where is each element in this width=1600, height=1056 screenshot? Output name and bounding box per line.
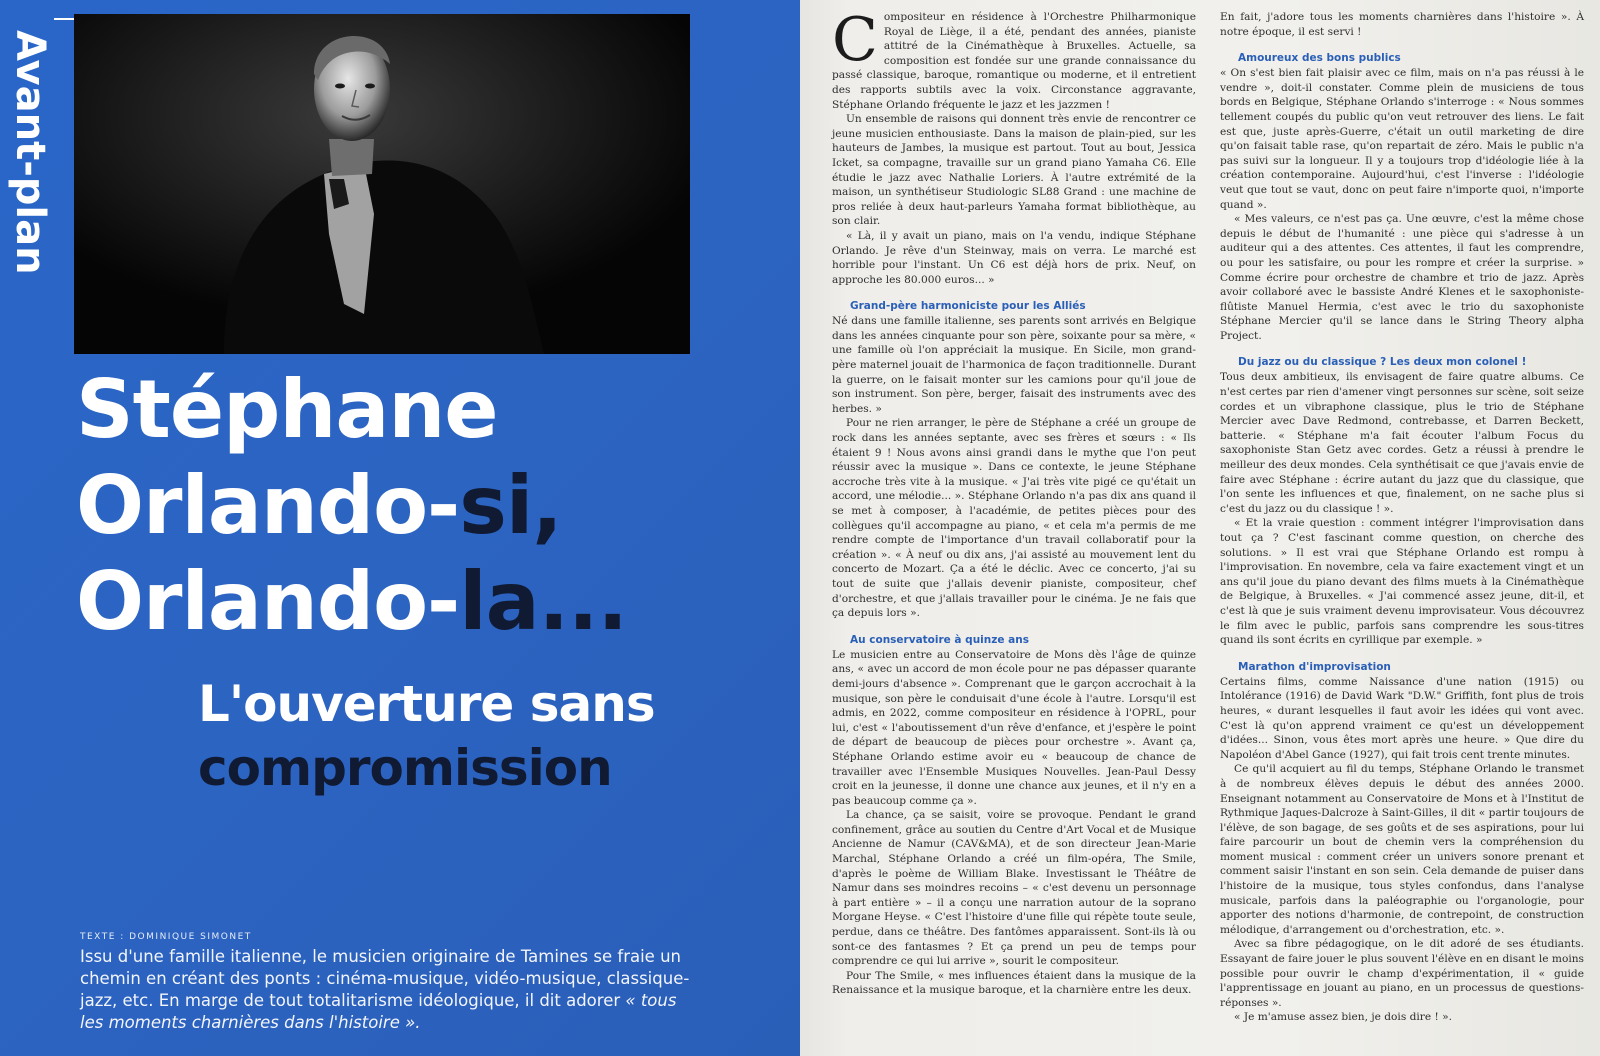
section-heading: Du jazz ou du classique ? Les deux mon colonel ! xyxy=(1238,356,1527,369)
section-tag-rule xyxy=(54,18,74,20)
article-column-1 xyxy=(832,5,1196,998)
paragraph: « Et la vraie question : comment intégrer l'improvisation dans tout ça ? C'est fascinant comme question, on cherche des solutions. » Il est vrai que Stéphane Orlando est rompu à l'improvisation. En novembre, cela va faire exactement vingt et un ans qu'il joue du piano devant des films muets à la Cinémathèque de Belgique, à Bruxelles. « J'ai commencé assez jeune, dit-il, et c'est là que je suis vraiment devenu improvisateur. Vous découvrez le film avec le public, parfois sans comprendre les sous-titres quand ils sont écrits en cyrillique par exemple. » xyxy=(1220,517,1584,647)
lede-text: Issu d'une famille italienne, le musicien originaire de Tamines se fraie un chemin en créant des ponts : cinéma-musique, vidéo-musique, classique-jazz, etc. En marge de tout totalitarisme idéologique, il dit adorer xyxy=(80,947,690,1010)
section-tag xyxy=(4,30,52,320)
byline: TEXTE : DOMINIQUE SIMONET xyxy=(80,932,252,942)
headline-line-3 xyxy=(76,554,756,650)
paragraph: Pour The Smile, « mes influences étaient dans la musique de la Renaissance et la musique baroque, et la charnière entre les deux. xyxy=(832,969,1196,997)
headline xyxy=(76,362,756,650)
right-page xyxy=(800,0,1600,1056)
paragraph: « Mes valeurs, ce n'est pas ça. Une œuvre, c'est la même chose depuis le début de l'humanité : une pièce qui s'adresse à un auditeur qui a des attentes. Ces attentes, il faut les comprendre, ou pour les satisfaire, ou pour les rompre et créer la surprise. » Comme écrire pour orchestre de chambre et trio de jazz. Après avoir collaboré avec le bassiste André Klenes et le saxophoniste-flûtiste Manuel Hermia, c'est avec le trio du saxophoniste Stéphane Mercier qu'il se lance dans le String Theory alpha Project. xyxy=(1220,213,1584,342)
paragraph: « Là, il y avait un piano, mais on l'a vendu, indique Stéphane Orlando. Je rêve d'un Steinway, mais on verra. Le marché est horrible pour l'instant. Un C6 est déjà hors de prix. Neuf, on approche les 80.000 euros... » xyxy=(832,229,1196,286)
section-tag-label: Avant-plan xyxy=(7,30,53,275)
paragraph: Compositeur en résidence à l'Orchestre Philharmonique Royal de Liège, il a été, pendant des années, pianiste attitré de la Cinémathèque à Bruxelles. Actuelle, sa composition est fondée sur une grande connaissance du passé classique, baroque, romantique ou moderne, et il entretient des rapports subtils avec la voix. Circonstance aggravante, Stéphane Orlando fréquente le jazz et les jazzmen ! xyxy=(832,5,1196,111)
paragraph: Avec sa fibre pédagogique, on le dit adoré de ses étudiants. Essayant de faire jouer le plus souvent l'élève en en disant le moins possible pour ouvrir le champ d'expérimentation, il « guide l'apprentissage en jouant au piano, en un processus de questions-réponses ». xyxy=(1220,938,1584,1009)
lede xyxy=(80,946,700,1034)
paragraph: Un ensemble de raisons qui donnent très envie de rencontrer ce jeune musicien enthousiaste. Dans la maison de plain-pied, sur les hauteurs de Jambes, la musique est partout. Tout au bout, Jessica Icket, sa compagne, travaille sur un grand piano Yamaha C6. Elle étudie le jazz avec Nathalie Loriers. À l'autre extrémité de la maison, un synthétiseur Studiologic SL88 Grand : une machine de pros reliée à deux haut-parleurs Yamaha format bibliothèque, au son clair. xyxy=(832,113,1196,228)
headline-line-2-b: si, xyxy=(459,459,562,552)
headline-line-3-a: Orlando- xyxy=(76,555,460,648)
headline-line-1: Stéphane xyxy=(76,363,498,456)
portrait-photo xyxy=(74,14,690,354)
paragraph: « On s'est bien fait plaisir avec ce film, mais on n'a pas réussi à le vendre », doit-il constater. Comme plein de musiciens de tous bords en Belgique, Stéphane Orlando s'interroge : « Nous sommes tellement coupés du public qu'on veut retrouver des liens. Le fait est que, juste après-Guerre, c'était un outil marketing de dire qu'on faisait table rase, qu'on repartait de zéro. Mais le public n'a pas suivi sur la longueur. Il y a toujours trop d'idéologie liée à la création contemporaine. Aujourd'hui, c'est l'inverse : l'idéologie veut que tout se vaut, donc on peut faire n'importe quoi, n'importe quand ». xyxy=(1220,67,1584,211)
subheadline-line-2: compromission xyxy=(198,739,612,797)
paragraph: En fait, j'adore tous les moments charnières dans l'histoire ». À notre époque, il est servi ! xyxy=(1220,11,1584,38)
paragraph: Né dans une famille italienne, ses parents sont arrivés en Belgique dans les années cinquante pour son père, soixante pour sa mère, « une famille où l'on appréciait la musique. En Sicile, mon grand-père maternel jouait de l'harmonica de façon traditionnelle. Durant la guerre, on le faisait monter sur les camions pour qu'il joue de son instrument. Son père, berger, faisait des instruments avec des herbes. » xyxy=(832,315,1196,415)
article-column-2 xyxy=(1220,10,1584,1025)
paragraph: Certains films, comme Naissance d'une nation (1915) ou Intolérance (1916) de David Wark "D.W." Griffith, font plus de trois heures, « durant lesquelles il faut avoir les idées qui vont avec. C'est là qu'on apprend vraiment ce qu'est un développement d'idées... Sinon, vous êtes mort après une heure. » Que dire du Napoléon d'Abel Gance (1927), qui fait trois cent trente minutes. xyxy=(1220,675,1584,761)
paragraph: Tous deux ambitieux, ils envisagent de faire quatre albums. Ce n'est certes par rien d'amener vingt personnes sur scène, soit seize cordes et un vibraphone classique, plus le trio de Stéphane Mercier avec Dave Redmond, contrebasse, et Darren Beckett, batterie. « Stéphane m'a fait écouter l'album Focus du saxophoniste Stan Getz avec cordes. Getz a réussi à prendre le meilleur des deux mondes. Cela synthétisait ce que j'avais envie de faire avec Stéphane : écrire autant du jazz que du classique, que l'on sente les influences et que, finalement, on ne sache plus si c'est du jazz ou du classique ! ». xyxy=(1220,371,1584,515)
headline-line-3-b: la... xyxy=(459,555,627,648)
paragraph: Pour ne rien arranger, le père de Stéphane a créé un groupe de rock dans les années septante, avec ses frères et sœurs : « Ils étaient 9 ! Nous avons ainsi grandi dans le mythe que l'on peut réussir avec la musique ». Dans ce contexte, le jeune Stéphane accroche très vite à la musique. « J'ai très vite pigé ce qu'était un accord, une mélodie... ». Stéphane Orlando n'a pas dix ans quand il se met à composer, à l'académie, de petites pièces pour des collègues qu'il accompagne au piano, « et cela m'a permis de me rendre compte de l'importance d'un travail collaboratif pour la création ». « À neuf ou dix ans, j'ai assisté au mouvement lent du concerto de Mozart. Ça a été le déclic. Avec ce concerto, j'ai su tout de suite que j'allais devenir pianiste, compositeur, chef d'orchestre, et que j'allais travailler pour le cinéma. Je ne fais que ça depuis lors ». xyxy=(832,417,1196,620)
paragraph: Le musicien entre au Conservatoire de Mons dès l'âge de quinze ans, « avec un accord de mon école pour ne pas dépasser quarante demi-jours d'absence ». Comprenant que le garçon accrochait à la musique, son père le conduisait d'une école à l'autre. Lorsqu'il est admis, en 2022, comme compositeur en résidence à l'OPRL, pour lui, c'est « l'aboutissement d'un rêve d'enfance, et j'espère le point de départ de beaucoup de pièces pour orchestre ». Avant ça, Stéphane Orlando estime avoir eu « beaucoup de chance de travailler avec l'Ensemble Musiques Nouvelles. Jean-Paul Dessy croit en la jeunesse, il donne une chance aux jeunes, et il n'y en a pas beaucoup comme ça ». xyxy=(832,648,1196,807)
portrait-photo-icon xyxy=(74,14,690,354)
headline-line-2-a: Orlando- xyxy=(76,459,460,552)
section-heading: Grand-père harmoniciste pour les Alliés xyxy=(850,300,1086,313)
paragraph: « Je m'amuse assez bien, je dois dire ! ». xyxy=(1234,1011,1452,1024)
section-heading: Au conservatoire à quinze ans xyxy=(850,633,1029,646)
section-heading: Amoureux des bons publics xyxy=(1238,52,1401,65)
lede-quote: « tous les moments charnières dans l'histoire ». xyxy=(80,991,677,1032)
subheadline-line-1: L'ouverture sans xyxy=(198,675,655,733)
section-heading: Marathon d'improvisation xyxy=(1238,660,1391,673)
headline-line-2 xyxy=(76,458,756,554)
paragraph: Ce qu'il acquiert au fil du temps, Stéphane Orlando le transmet à de nombreux élèves depuis le début des années 2000. Enseignant notamment au Conservatoire de Mons et à l'Institut de Rythmique Jaques-Dalcroze à Saint-Gilles, il dit « partir toujours de l'élève, de son bagage, de ses goûts et de ses aspirations, pour lui faire parcourir un bout de chemin vers la compréhension du moment musical : comment créer un univers sonore prenant et comment saisir l'instant en son sein. Cela demande de puiser dans l'histoire de la musique, tous styles confondus, dans l'analyse musicale, parfois dans la paléographie ou l'organologie, pour apporter des notions d'harmonie, de contrepoint, de construction mélodique, d'arrangement ou d'orchestration, etc. ». xyxy=(1220,763,1584,936)
subheadline xyxy=(198,672,758,800)
paragraph: La chance, ça se saisit, voire se provoque. Pendant le grand confinement, grâce au soutien du Centre d'Art Vocal et de Musique Ancienne de Namur (CAV&MA), et de son directeur Jean-Marie Marchal, Stéphane Orlando a créé un film-opéra, The Smile, d'après le poème de William Blake. Investissant le Théâtre de Namur dans ses moindres recoins – « c'est devenu un personnage à part entière » – il a conçu une narration autour de la soprano Morgane Heyse. « C'est l'histoire d'une fille qui répète toute seule, perdue, dans ce théâtre. Des fantômes apparaissent. Sont-ils là ou sont-ce des fantasmes ? Et ça prend un peu de temps pour comprendre ce qui lui arrive », sourit le compositeur. xyxy=(832,809,1196,968)
drop-cap: C xyxy=(832,5,878,75)
